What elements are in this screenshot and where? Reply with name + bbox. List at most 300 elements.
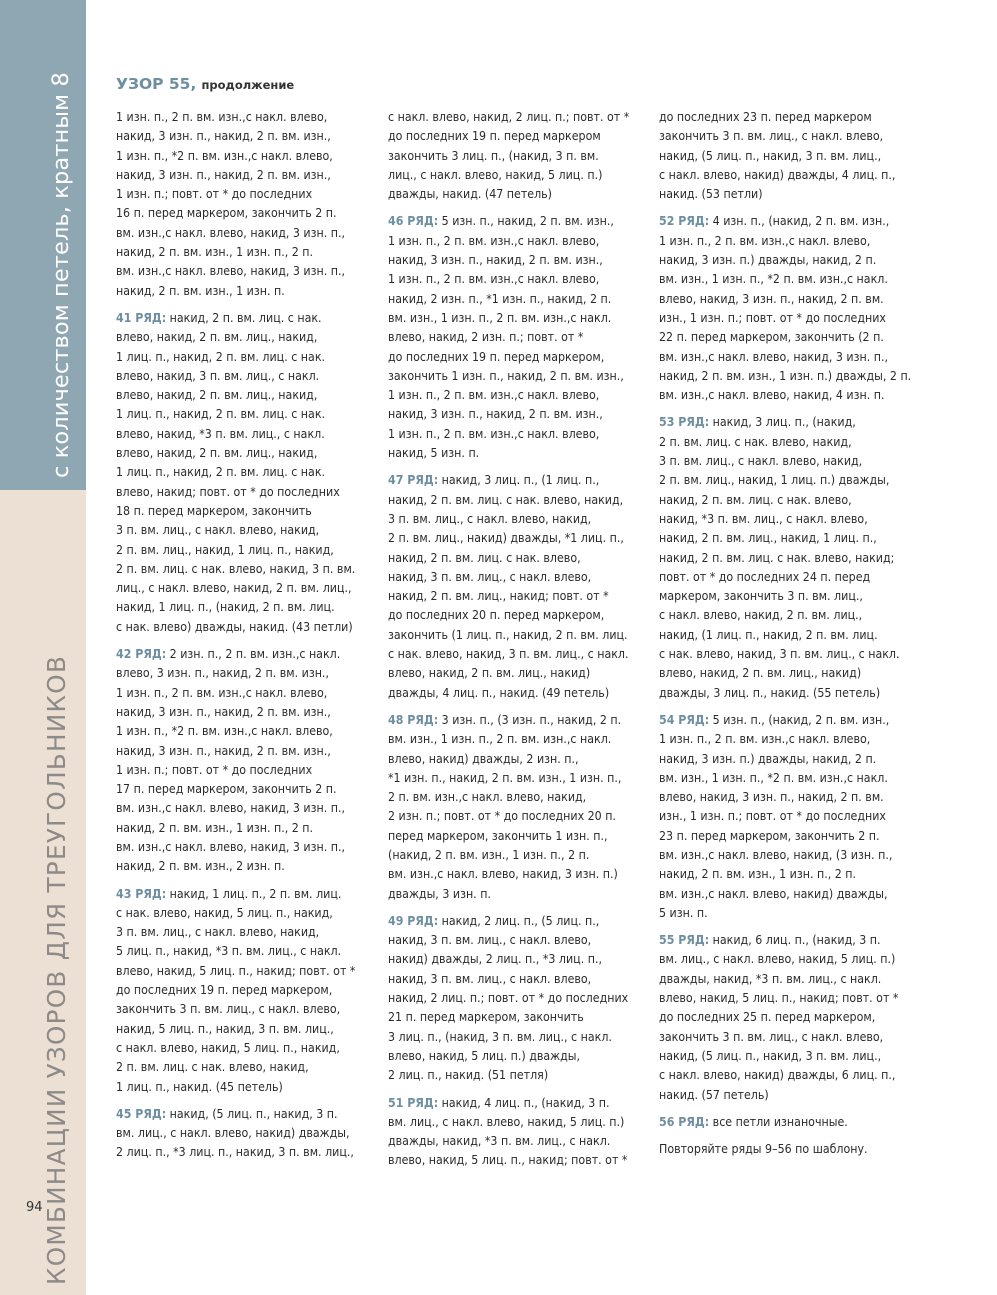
text-line <box>659 1113 921 1132</box>
line-text: дважды, накид, *3 п. вм. лиц., с накл. <box>659 971 882 986</box>
line-text: накид, 2 п. вм. лиц., накид, 1 лиц. п., <box>659 531 877 546</box>
text-line <box>388 606 650 625</box>
line-text: изн., 1 изн. п.; повт. от * до последних <box>659 809 886 824</box>
line-text: накид) дважды, 2 лиц. п., *3 лиц. п., <box>388 952 602 967</box>
line-text: до последних 23 п. перед маркером <box>659 110 872 124</box>
line-text: накид, 5 изн. п. <box>388 446 480 461</box>
line-text: все петли изнаночные. <box>709 1114 848 1129</box>
row-label: 55 РЯД: <box>659 933 710 948</box>
line-text: с накл. влево, накид, 2 лиц. п.; повт. от * <box>388 110 630 124</box>
text-line <box>659 568 921 587</box>
line-text: накид, 3 п. вм. лиц., с накл. влево, <box>388 569 592 584</box>
line-text: 3 п. вм. лиц., с накл. влево, накид, <box>116 925 320 940</box>
instruction-paragraph <box>116 108 376 301</box>
text-line <box>388 684 650 703</box>
text-line <box>116 598 376 617</box>
line-text: 2 п. вм. изн.,с накл. влево, накид, <box>388 790 587 805</box>
text-line <box>116 367 376 386</box>
text-line <box>659 606 921 625</box>
line-text: накид, 5 лиц. п., накид, 3 п. вм. лиц., <box>116 1021 334 1036</box>
line-text: накид, 3 лиц. п., (1 лиц. п., <box>438 473 600 488</box>
text-line <box>659 212 921 231</box>
line-text: вм. изн.,с накл. влево, накид, 3 изн. п., <box>116 839 346 854</box>
text-line <box>388 989 650 1008</box>
text-line <box>659 587 921 606</box>
text-line <box>388 212 650 231</box>
text-line <box>388 788 650 807</box>
line-text: закончить (1 лиц. п., накид, 2 п. вм. лиц. <box>388 627 628 642</box>
sidebar <box>0 0 86 1295</box>
row-instruction <box>388 1094 650 1171</box>
text-line <box>659 1140 921 1159</box>
text-line <box>388 471 650 490</box>
text-line <box>116 645 376 664</box>
text-line <box>116 799 376 818</box>
text-line <box>116 1124 376 1143</box>
text-line <box>388 827 650 846</box>
text-line <box>388 807 650 826</box>
line-text: накид, 3 п. вм. лиц., с накл. влево, <box>388 971 592 986</box>
text-line <box>116 1105 376 1124</box>
line-text: влево, накид, 3 п. вм. лиц., с накл. <box>116 368 320 383</box>
line-text: накид, 2 лиц. п., (5 лиц. п., <box>438 913 600 928</box>
text-line <box>116 1078 376 1097</box>
text-line <box>388 108 650 127</box>
line-text: лиц., с накл. влево, накид, 2 п. вм. лиц., <box>116 581 352 596</box>
line-text: 1 лиц. п., накид, 2 п. вм. лиц. с нак. <box>116 349 326 364</box>
text-line <box>388 885 650 904</box>
line-text: влево, накид, *3 п. вм. лиц., с накл. <box>116 426 325 441</box>
text-line <box>116 166 376 185</box>
text-line <box>388 386 650 405</box>
text-line <box>116 127 376 146</box>
line-text: вм. изн.,с накл. влево, накид, 3 изн. п., <box>116 264 346 279</box>
line-text: вм. изн., 1 изн. п., *2 п. вм. изн.,с накл. <box>659 770 888 785</box>
line-text: накид, 2 п. вм. изн., 1 изн. п. <box>116 283 285 298</box>
line-text: накид, 2 п. вм. лиц. с нак. <box>166 310 322 325</box>
line-text: 1 изн. п., 2 п. вм. изн.,с накл. влево, <box>659 233 871 248</box>
line-text: дважды, накид. (47 петель) <box>388 187 552 202</box>
line-text: закончить 1 изн. п., накид, 2 п. вм. изн., <box>388 368 624 383</box>
text-line <box>659 491 921 510</box>
line-text: накид, 3 п. вм. лиц., с накл. влево, <box>388 933 592 948</box>
line-text: с нак. влево) дважды, накид. (43 петли) <box>116 619 353 634</box>
text-line <box>388 166 650 185</box>
line-text: влево, накид, 5 лиц. п.) дважды, <box>388 1048 581 1063</box>
text-line <box>659 711 921 730</box>
line-text: закончить 3 п. вм. лиц., с накл. влево, <box>659 129 884 144</box>
text-line <box>388 587 650 606</box>
line-text: накид, (1 лиц. п., накид, 2 п. вм. лиц. <box>659 627 878 642</box>
line-text: 2 лиц. п., накид. (51 петля) <box>388 1068 549 1083</box>
line-text: влево, накид, 5 лиц. п., накид; повт. от * <box>388 1153 628 1168</box>
text-line <box>388 645 650 664</box>
line-text: вм. изн., 1 изн. п., 2 п. вм. изн.,с накл. <box>388 310 612 325</box>
line-text: вм. лиц., с накл. влево, накид, 5 лиц. п.) <box>659 952 896 967</box>
text-line <box>388 711 650 730</box>
line-text: вм. изн.,с накл. влево, накид, 3 изн. п.) <box>388 867 618 882</box>
row-label: 56 РЯД: <box>659 1114 710 1129</box>
text-line <box>388 270 650 289</box>
text-line <box>659 664 921 683</box>
line-text: 2 п. вм. лиц., накид) дважды, *1 лиц. п., <box>388 531 624 546</box>
text-line <box>116 904 376 923</box>
text-line <box>116 309 376 328</box>
row-instruction <box>116 1105 376 1163</box>
text-line <box>388 1151 650 1170</box>
text-line <box>116 664 376 683</box>
text-line <box>116 857 376 876</box>
row-instruction <box>659 212 921 405</box>
text-line <box>116 444 376 463</box>
text-line <box>659 846 921 865</box>
line-text: 1 лиц. п., накид, 2 п. вм. лиц. с нак. <box>116 465 326 480</box>
text-line <box>659 348 921 367</box>
text-line <box>116 108 376 127</box>
text-line <box>659 433 921 452</box>
row-instruction <box>116 309 376 637</box>
text-line <box>659 232 921 251</box>
row-label: 45 РЯД: <box>116 1106 167 1121</box>
text-line <box>659 989 921 1008</box>
line-text: 2 изн. п., 2 п. вм. изн.,с накл. <box>166 647 341 662</box>
line-text: вм. изн.,с накл. влево, накид, 3 изн. п., <box>116 225 346 240</box>
line-text: изн., 1 изн. п.; повт. от * до последних <box>659 310 886 325</box>
row-label: 42 РЯД: <box>116 647 167 662</box>
line-text: влево, накид, 2 п. вм. лиц., накид) <box>388 666 591 681</box>
line-text: 5 изн. п., (накид, 2 п. вм. изн., <box>709 712 890 727</box>
line-text: дважды, 3 лиц. п., накид. (55 петель) <box>659 685 881 700</box>
text-line <box>659 108 921 127</box>
line-text: накид, 3 изн. п., накид, 2 п. вм. изн., <box>116 704 331 719</box>
instruction-paragraph <box>659 108 921 204</box>
line-text: 1 изн. п., *2 п. вм. изн.,с накл. влево, <box>116 724 333 739</box>
line-text: влево, накид, 3 изн. п., накид, 2 п. вм. <box>659 291 884 306</box>
line-text: Повторяйте ряды 9–56 по шаблону. <box>659 1142 868 1157</box>
line-text: влево, накид, 2 п. вм. лиц., накид) <box>659 666 862 681</box>
text-line <box>116 224 376 243</box>
line-text: маркером, закончить 3 п. вм. лиц., <box>659 589 863 604</box>
text-line <box>116 722 376 741</box>
text-line <box>659 367 921 386</box>
line-text: до последних 19 п. перед маркером, <box>388 349 605 364</box>
text-line <box>116 328 376 347</box>
text-line <box>388 1094 650 1113</box>
text-line <box>388 491 650 510</box>
line-text: накид. (53 петли) <box>659 187 763 202</box>
text-line <box>659 270 921 289</box>
text-line <box>659 413 921 432</box>
line-text: 2 п. вм. лиц. с нак. влево, накид, <box>659 434 852 449</box>
line-text: накид, 3 изн. п.) дважды, накид, 2 п. <box>659 751 877 766</box>
line-text: 1 лиц. п., накид. (45 петель) <box>116 1079 283 1094</box>
line-text: дважды, 4 лиц. п., накид. (49 петель) <box>388 685 610 700</box>
text-line <box>116 579 376 598</box>
line-text: 2 п. вм. лиц., накид, 1 лиц. п.) дважды, <box>659 473 890 488</box>
line-text: 1 изн. п., 2 п. вм. изн.,с накл. влево, <box>116 685 328 700</box>
line-text: 3 изн. п., (3 изн. п., накид, 2 п. <box>438 712 622 727</box>
text-line <box>116 761 376 780</box>
line-text: 5 изн. п., накид, 2 п. вм. изн., <box>438 214 614 229</box>
line-text: с нак. влево, накид, 3 п. вм. лиц., с накл. <box>388 647 629 662</box>
line-text: накид, 2 п. вм. изн., 2 изн. п. <box>116 859 285 874</box>
line-text: 1 изн. п., 2 п. вм. изн.,с накл. влево, <box>388 233 600 248</box>
line-text: вм. изн., 1 изн. п., 2 п. вм. изн.,с накл. <box>388 732 612 747</box>
line-text: повт. от * до последних 24 п. перед <box>659 569 871 584</box>
line-text: до последних 19 п. перед маркером, <box>116 983 333 998</box>
line-text: накид, 2 п. вм. лиц., накид; повт. от * <box>388 589 609 604</box>
text-line <box>659 127 921 146</box>
text-line <box>116 1020 376 1039</box>
text-line <box>659 950 921 969</box>
row-instruction <box>659 413 921 702</box>
line-text: влево, накид, 2 п. вм. лиц., накид, <box>116 330 318 345</box>
text-line <box>116 838 376 857</box>
line-text: до последних 20 п. перед маркером, <box>388 608 605 623</box>
text-line <box>659 185 921 204</box>
line-text: накид, 2 п. вм. изн., 1 изн. п., 2 п. <box>116 820 314 835</box>
line-text: накид, 3 изн. п.) дважды, накид, 2 п. <box>659 253 877 268</box>
line-text: влево, накид) дважды, 2 изн. п., <box>388 751 579 766</box>
text-line <box>116 703 376 722</box>
text-line <box>388 367 650 386</box>
text-line <box>388 309 650 328</box>
line-text: 2 п. вм. лиц. с нак. влево, накид, <box>116 1060 309 1075</box>
row-instruction <box>659 931 921 1105</box>
row-instruction <box>388 471 650 703</box>
line-text: накид, 2 лиц. п.; повт. от * до последних <box>388 991 629 1006</box>
line-text: 16 п. перед маркером, закончить 2 п. <box>116 206 337 221</box>
text-line <box>659 386 921 405</box>
text-line <box>116 282 376 301</box>
text-line <box>388 931 650 950</box>
line-text: *1 изн. п., накид, 2 п. вм. изн., 1 изн. п., <box>388 770 622 785</box>
text-line <box>659 549 921 568</box>
row-label: 46 РЯД: <box>388 214 439 229</box>
line-text: накид, 2 п. вм. лиц. с нак. влево, накид, <box>388 492 624 507</box>
line-text: накид, (5 лиц. п., накид, 3 п. вм. лиц., <box>659 148 882 163</box>
line-text: 22 п. перед маркером, закончить (2 п. <box>659 330 884 345</box>
line-text: перед маркером, закончить 1 изн. п., <box>388 828 608 843</box>
line-text: закончить 3 п. вм. лиц., с накл. влево, <box>659 1029 884 1044</box>
text-line <box>659 645 921 664</box>
line-text: вм. изн.,с накл. влево, накид, (3 изн. п., <box>659 847 893 862</box>
row-label: 54 РЯД: <box>659 712 710 727</box>
line-text: накид, 1 лиц. п., (накид, 2 п. вм. лиц. <box>116 600 335 615</box>
text-line <box>388 290 650 309</box>
line-text: 1 изн. п., 2 п. вм. изн.,с накл. влево, <box>388 272 600 287</box>
text-line <box>659 309 921 328</box>
text-line <box>659 471 921 490</box>
row-instruction <box>116 885 376 1097</box>
line-text: 1 изн. п., 2 п. вм. изн.,с накл. влево, <box>116 110 328 124</box>
text-line <box>388 1008 650 1027</box>
line-text: накид, 6 лиц. п., (накид, 3 п. <box>709 933 881 948</box>
line-text: 1 лиц. п., накид, 2 п. вм. лиц. с нак. <box>116 407 326 422</box>
line-text: закончить 3 лиц. п., (накид, 3 п. вм. <box>388 148 599 163</box>
row-label: 48 РЯД: <box>388 712 439 727</box>
text-line <box>659 769 921 788</box>
row-instruction <box>388 212 650 463</box>
text-line <box>116 560 376 579</box>
text-line <box>659 1028 921 1047</box>
line-text: (накид, 2 п. вм. изн., 1 изн. п., 2 п. <box>388 847 590 862</box>
pattern-header <box>116 74 294 93</box>
row-instruction <box>659 711 921 923</box>
line-text: 3 п. вм. лиц., с накл. влево, накид, <box>659 454 863 469</box>
text-line <box>659 290 921 309</box>
line-text: накид, 2 п. вм. лиц. с нак. влево, накид; <box>659 550 895 565</box>
line-text: вм. изн.,с накл. влево, накид) дважды, <box>659 886 888 901</box>
line-text: накид, 1 лиц. п., 2 п. вм. лиц. <box>166 886 342 901</box>
line-text: 18 п. перед маркером, закончить <box>116 503 312 518</box>
line-text: дважды, 3 изн. п. <box>388 886 491 901</box>
text-line <box>116 204 376 223</box>
line-text: 17 п. перед маркером, закончить 2 п. <box>116 782 337 797</box>
line-text: 3 п. вм. лиц., с накл. влево, накид, <box>116 523 320 538</box>
text-line <box>659 1066 921 1085</box>
line-text: 5 лиц. п., накид, *3 п. вм. лиц., с накл. <box>116 944 342 959</box>
line-text: 1 изн. п., 2 п. вм. изн.,с накл. влево, <box>659 732 871 747</box>
text-column-3 <box>659 108 921 1167</box>
line-text: накид, (5 лиц. п., накид, 3 п. <box>166 1106 338 1121</box>
text-line <box>388 251 650 270</box>
line-text: влево, накид, 2 п. вм. лиц., накид, <box>116 388 318 403</box>
line-text: накид, 3 изн. п., накид, 2 п. вм. изн., <box>116 129 331 144</box>
line-text: влево, накид, 2 изн. п.; повт. от * <box>388 330 584 345</box>
line-text: с накл. влево, накид, 2 п. вм. лиц., <box>659 608 863 623</box>
text-line <box>388 865 650 884</box>
line-text: накид, 4 лиц. п., (накид, 3 п. <box>438 1095 610 1110</box>
text-line <box>659 452 921 471</box>
pattern-title: УЗОР 55, <box>116 75 197 93</box>
text-line <box>116 1039 376 1058</box>
line-text: влево, накид; повт. от * до последних <box>116 484 340 499</box>
line-text: с накл. влево, накид) дважды, 6 лиц. п., <box>659 1068 896 1083</box>
line-text: 1 изн. п., *2 п. вм. изн.,с накл. влево, <box>116 148 333 163</box>
line-text: с накл. влево, накид, 5 лиц. п., накид, <box>116 1040 340 1055</box>
text-line <box>388 912 650 931</box>
text-line <box>659 730 921 749</box>
line-text: накид, (5 лиц. п., накид, 3 п. вм. лиц., <box>659 1048 882 1063</box>
line-text: вм. лиц., с накл. влево, накид) дважды, <box>116 1126 350 1141</box>
pattern-subtitle: продолжение <box>201 78 295 92</box>
text-line <box>659 885 921 904</box>
text-line <box>388 750 650 769</box>
text-line <box>659 147 921 166</box>
line-text: влево, накид, 5 лиц. п., накид; повт. от * <box>116 963 356 978</box>
line-text: 2 изн. п.; повт. от * до последних 20 п. <box>388 809 616 824</box>
text-line <box>116 541 376 560</box>
text-line <box>388 1113 650 1132</box>
line-text: 2 лиц. п., *3 лиц. п., накид, 3 п. вм. лиц., <box>116 1145 354 1160</box>
line-text: вм. лиц., с накл. влево, накид, 5 лиц. п.) <box>388 1114 625 1129</box>
line-text: лиц., с накл. влево, накид, 5 лиц. п.) <box>388 167 603 182</box>
line-text: 21 п. перед маркером, закончить <box>388 1010 584 1025</box>
text-line <box>116 885 376 904</box>
row-label: 52 РЯД: <box>659 214 710 229</box>
line-text: накид, 3 изн. п., накид, 2 п. вм. изн., <box>116 167 331 182</box>
text-line <box>659 1086 921 1105</box>
row-label: 43 РЯД: <box>116 886 167 901</box>
line-text: накид, *3 п. вм. лиц., с накл. влево, <box>659 511 868 526</box>
line-text: влево, накид, 2 п. вм. лиц., накид, <box>116 446 318 461</box>
page-number: 94 <box>26 1200 43 1215</box>
text-line <box>659 788 921 807</box>
text-column-2 <box>388 108 650 1179</box>
text-line <box>116 185 376 204</box>
text-line <box>388 950 650 969</box>
text-line <box>659 626 921 645</box>
side-title: КОМБИНАЦИИ УЗОРОВ ДЛЯ ТРЕУГОЛЬНИКОВ <box>42 654 71 1285</box>
line-text: закончить 3 п. вм. лиц., с накл. влево, <box>116 1002 341 1017</box>
text-line <box>388 127 650 146</box>
text-line <box>659 807 921 826</box>
line-text: вм. изн.,с накл. влево, накид, 3 изн. п., <box>116 801 346 816</box>
text-line <box>659 684 921 703</box>
line-text: с нак. влево, накид, 3 п. вм. лиц., с накл. <box>659 647 900 662</box>
line-text: влево, накид, 5 лиц. п., накид; повт. от * <box>659 991 899 1006</box>
text-line <box>388 730 650 749</box>
line-text: 3 п. вм. лиц., с накл. влево, накид, <box>388 511 592 526</box>
text-line <box>388 444 650 463</box>
text-line <box>388 1132 650 1151</box>
line-text: 4 изн. п., (накид, 2 п. вм. изн., <box>709 214 890 229</box>
row-label: 49 РЯД: <box>388 913 439 928</box>
line-text: 1 изн. п.; повт. от * до последних <box>116 762 313 777</box>
text-line <box>388 970 650 989</box>
line-text: 1 изн. п., 2 п. вм. изн.,с накл. влево, <box>388 388 600 403</box>
text-line <box>388 328 650 347</box>
row-instruction <box>659 1113 921 1132</box>
text-line <box>659 904 921 923</box>
text-line <box>116 483 376 502</box>
text-line <box>116 923 376 942</box>
text-line <box>659 328 921 347</box>
text-line <box>116 819 376 838</box>
text-line <box>116 1058 376 1077</box>
instruction-paragraph <box>388 108 650 204</box>
instruction-paragraph <box>659 1140 921 1159</box>
row-label: 53 РЯД: <box>659 415 710 430</box>
text-column-1 <box>116 108 376 1171</box>
row-label: 51 РЯД: <box>388 1095 439 1110</box>
text-line <box>116 618 376 637</box>
text-line <box>116 942 376 961</box>
text-line <box>388 626 650 645</box>
line-text: накид, 2 п. вм. лиц. с нак. влево, <box>659 492 852 507</box>
line-text: 3 лиц. п., (накид, 3 п. вм. лиц., с накл. <box>388 1029 612 1044</box>
line-text: 5 изн. п. <box>659 905 708 920</box>
text-line <box>388 185 650 204</box>
row-instruction <box>116 645 376 877</box>
side-subtitle: с количеством петель, кратным 8 <box>48 72 74 478</box>
text-line <box>388 568 650 587</box>
text-line <box>116 147 376 166</box>
text-line <box>388 1066 650 1085</box>
text-line <box>659 1047 921 1066</box>
text-line <box>116 463 376 482</box>
line-text: накид, 2 п. вм. лиц. с нак. влево, <box>388 550 581 565</box>
line-text: накид. (57 петель) <box>659 1087 769 1102</box>
text-line <box>659 529 921 548</box>
text-line <box>116 1143 376 1162</box>
text-line <box>116 405 376 424</box>
text-line <box>388 769 650 788</box>
line-text: накид, 2 п. вм. изн., 1 изн. п., 2 п. <box>659 867 857 882</box>
text-line <box>659 750 921 769</box>
text-line <box>388 664 650 683</box>
